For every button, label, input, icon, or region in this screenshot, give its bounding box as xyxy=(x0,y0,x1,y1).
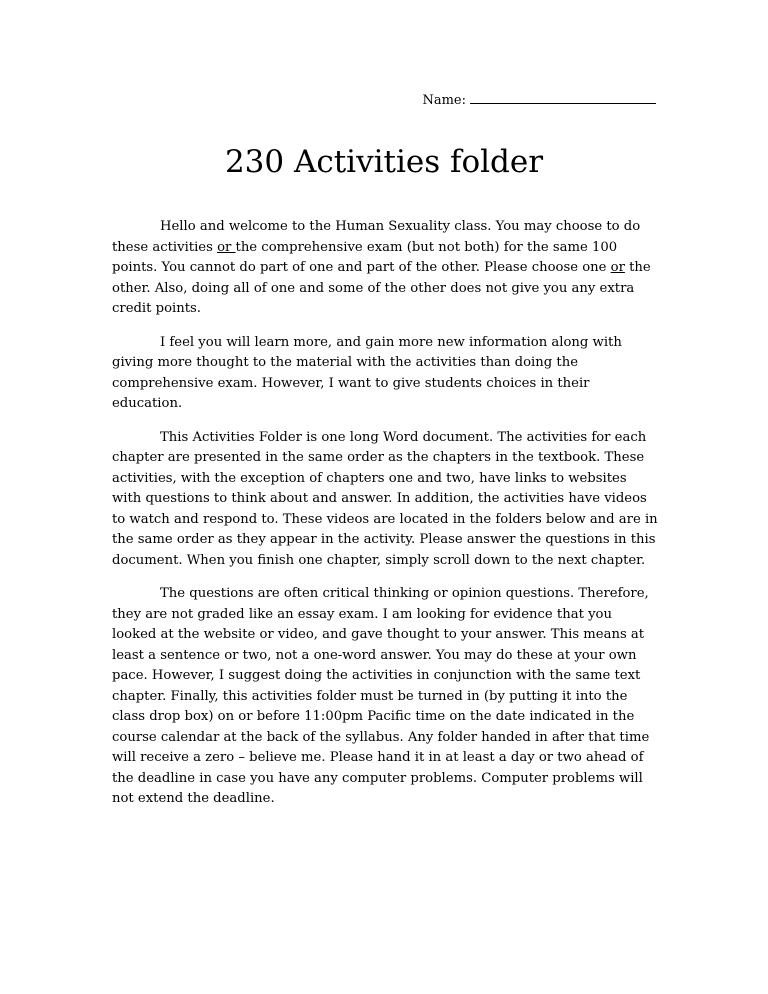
paragraph-text: the comprehensive exam (but not both) for the same 100 points. You cannot do part of one and part of the other. Please choose one xyxy=(112,239,618,275)
paragraph-grading-deadline: The questions are often critical thinking or opinion questions. Therefore, they are not graded like an essay exam. I am looking for evidence that you looked at the website or video, and gave thought to your answer. This means at least a sentence or two, not a one-word answer. You may do these at your own pace. However, I suggest doing the activities in conjunction with the same text chapter. Finally, this activities folder must be turned in (by putting it into the class drop box) on or before 11:00pm Pacific time on the date indicated in the course calendar at the back of the syllabus. Any folder handed in after that time will receive a zero – believe me. Please hand it in at least a day or two ahead of the deadline in case you have any computer problems. Computer problems will not extend the deadline. xyxy=(112,586,650,806)
name-blank-line xyxy=(470,91,656,104)
paragraph-folder-description: This Activities Folder is one long Word document. The activities for each chapter are presented in the same order as the chapters in the textbook. These activities, with the exception of chapters one and two, have links to websites with questions to think about and answer. In addition, the activities have videos to watch and respond to. These videos are located in the folders below and are in the same order as they appear in the activity. Please answer the questions in this document. When you finish one chapter, simply scroll down to the next chapter. xyxy=(112,429,658,568)
document-title: 230 Activities folder xyxy=(224,144,544,180)
name-label: Name: xyxy=(422,93,466,108)
paragraph-learning: I feel you will learn more, and gain more new information along with giving more thought to the material with the activities than doing the comprehensive exam. However, I want to give students choices in their education. xyxy=(112,334,622,411)
paragraph-text: Hello and welcome to the Human Sexuality class. You may choose to do these activities xyxy=(112,219,641,255)
document-body xyxy=(112,217,658,823)
underlined-or: or xyxy=(217,239,236,255)
paragraph-welcome xyxy=(112,217,658,320)
paragraph-text: the other. Also, doing all of one and some of the other does not give you any extra credit points. xyxy=(112,260,651,316)
name-field xyxy=(422,91,656,110)
underlined-or: or xyxy=(610,260,625,275)
